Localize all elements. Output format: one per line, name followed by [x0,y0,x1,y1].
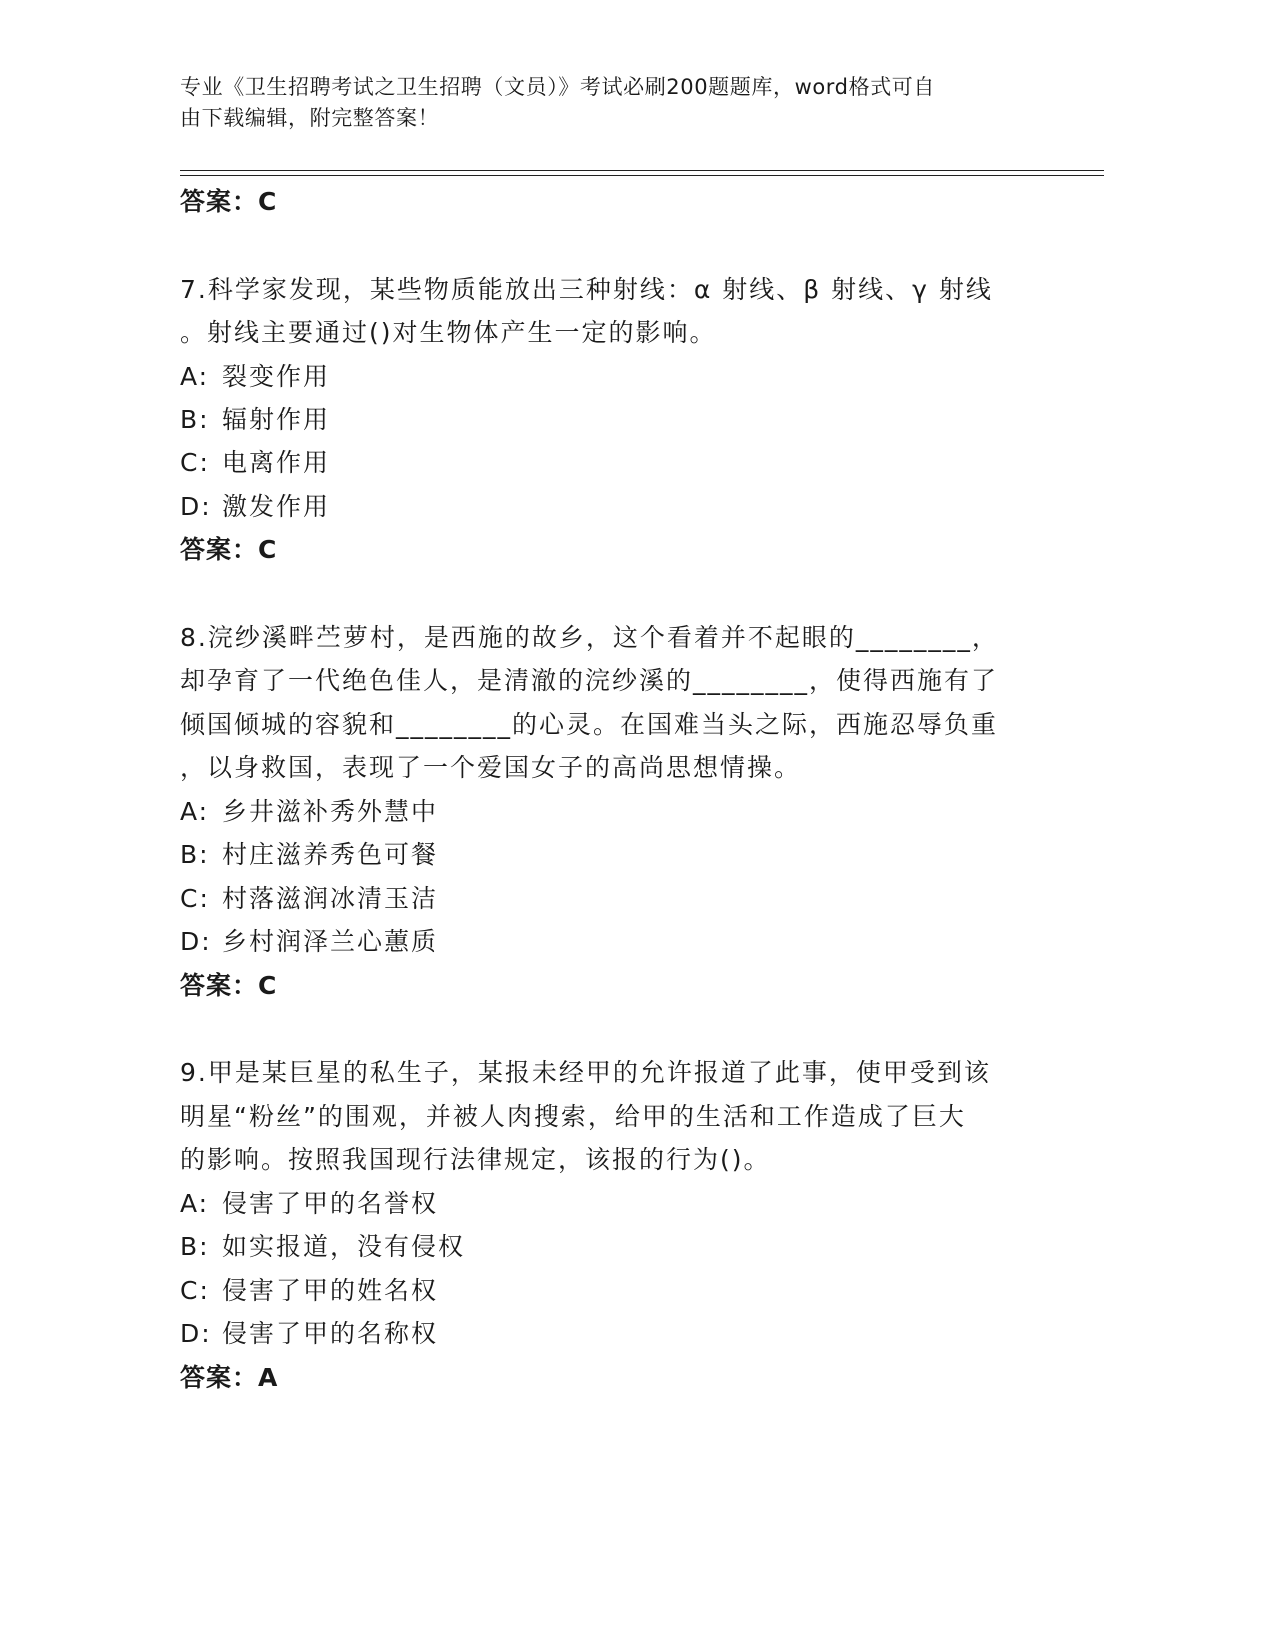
question-9-option-b [180,1231,465,1263]
option-text: 裂变作用 [222,362,331,391]
question-9-option-d [180,1318,438,1350]
option-letter: D: [180,492,212,521]
option-text: 电离作用 [222,448,331,477]
option-text: 村庄滋养秀色可餐 [222,840,439,869]
question-8-option-c [180,883,438,915]
option-letter: D: [180,927,212,956]
option-text: 乡井滋补秀外慧中 [222,797,439,826]
option-text: 侵害了甲的名誉权 [222,1189,439,1218]
option-letter: B: [180,840,210,869]
option-letter: A: [180,797,210,826]
option-letter: B: [180,1232,210,1261]
question-7-option-d [180,491,330,523]
option-text: 村落滋润冰清玉洁 [222,884,439,913]
option-letter: D: [180,1319,212,1348]
question-9-line-3: 的影响。按照我国现行法律规定，该报的行为()。 [180,1145,771,1174]
question-8-option-b [180,839,438,871]
option-text: 如实报道，没有侵权 [222,1232,466,1261]
header-line-2: 由下载编辑，附完整答案！ [180,106,440,130]
question-8-line-1: 8.浣纱溪畔苎萝村，是西施的故乡，这个看着并不起眼的________， [180,623,999,652]
answer-line: 答案：C [180,187,278,216]
option-letter: B: [180,405,210,434]
question-7-line-1: 7.科学家发现，某些物质能放出三种射线：α 射线、β 射线、γ 射线 [180,275,993,304]
option-text: 乡村润泽兰心蕙质 [222,927,439,956]
option-text: 辐射作用 [222,405,331,434]
question-8-line-2: 却孕育了一代绝色佳人，是清澈的浣纱溪的________，使得西施有了 [180,666,999,695]
option-text: 侵害了甲的姓名权 [222,1276,439,1305]
header-divider-top [180,170,1104,171]
question-7-option-c [180,447,330,479]
option-letter: C: [180,448,210,477]
question-9-line-2: 明星“粉丝”的围观，并被人肉搜索，给甲的生活和工作造成了巨大 [180,1102,966,1131]
question-8-line-4: ，以身救国，表现了一个爱国女子的高尚思想情操。 [180,753,802,782]
question-8-option-d [180,926,438,958]
option-letter: C: [180,1276,210,1305]
question-8-option-a [180,796,438,828]
header-line-1: 专业《卫生招聘考试之卫生招聘（文员）》考试必刷200题题库，word格式可自 [180,75,935,99]
question-8-answer: 答案：C [180,971,278,1000]
question-7-option-a [180,361,330,393]
question-7-line-2: 。射线主要通过()对生物体产生一定的影响。 [180,318,717,347]
header-divider-bottom [180,175,1104,176]
option-letter: A: [180,362,210,391]
question-9-option-c [180,1275,438,1307]
question-9-option-a [180,1188,438,1220]
document-header [180,72,1040,134]
option-letter: A: [180,1189,210,1218]
question-9-line-1: 9.甲是某巨星的私生子，某报未经甲的允许报道了此事，使甲受到该 [180,1058,991,1087]
option-text: 侵害了甲的名称权 [222,1319,439,1348]
question-7-option-b [180,404,330,436]
question-9-answer: 答案：A [180,1363,279,1392]
option-text: 激发作用 [222,492,331,521]
question-8-line-3: 倾国倾城的容貌和________的心灵。在国难当头之际，西施忍辱负重 [180,710,999,739]
option-letter: C: [180,884,210,913]
question-7-answer: 答案：C [180,535,278,564]
